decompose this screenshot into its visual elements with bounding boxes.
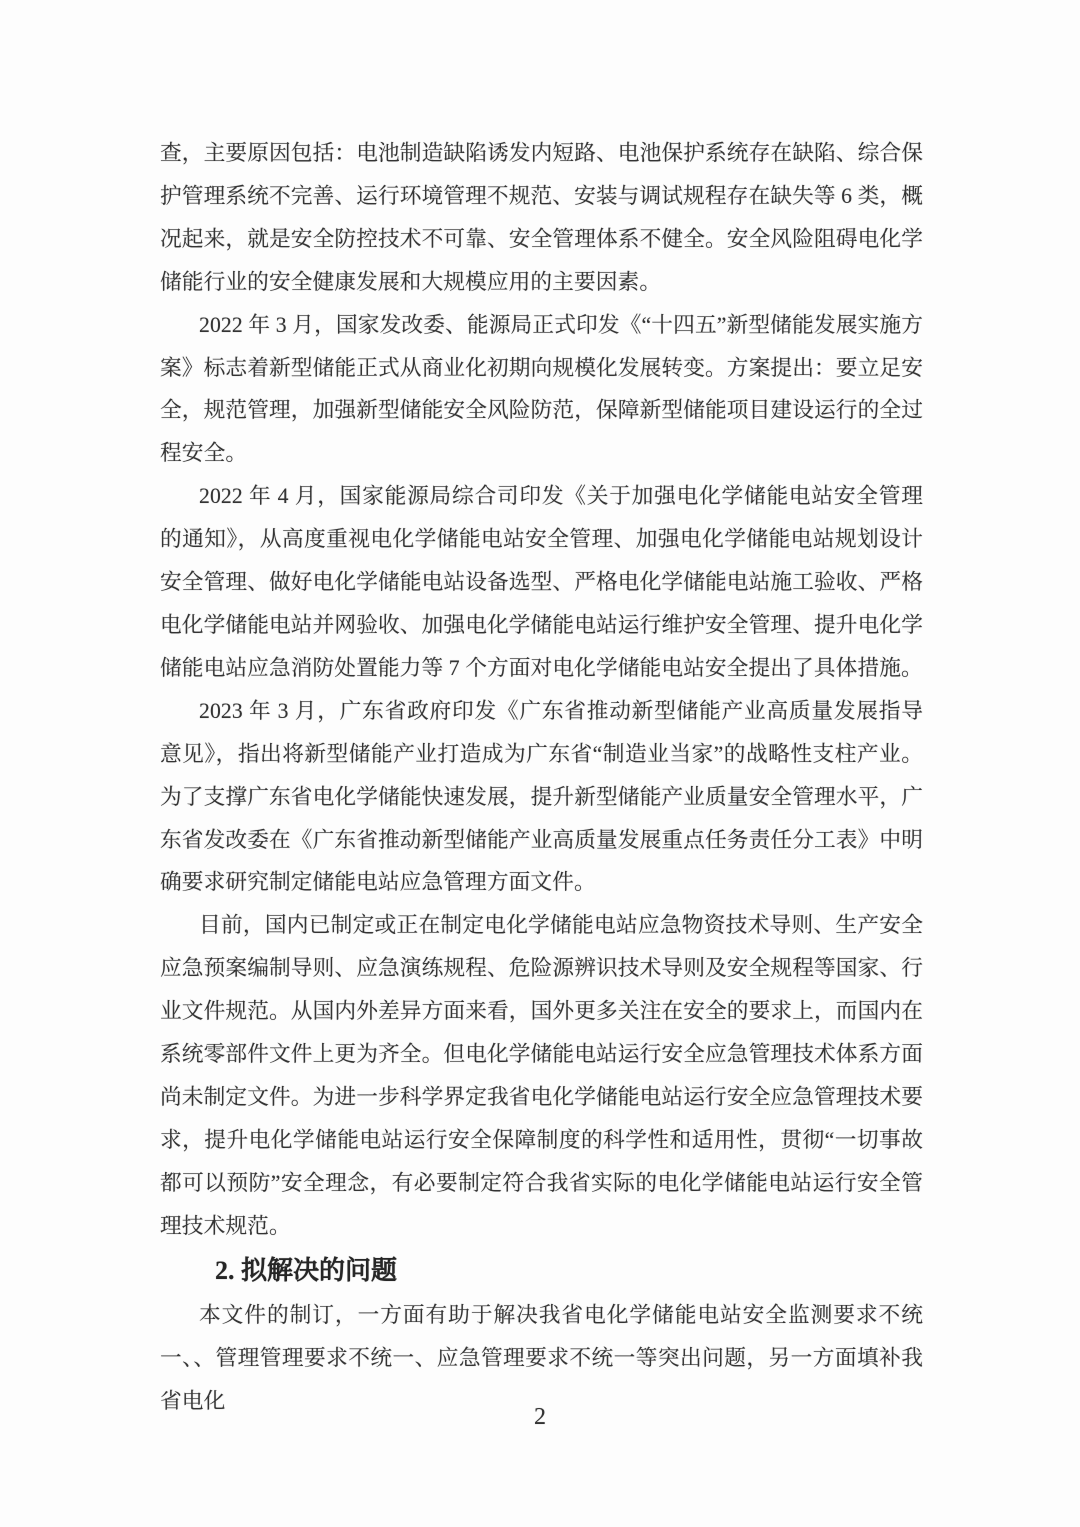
body-paragraph-problems-to-solve: 本文件的制订，一方面有助于解决我省电化学储能电站安全监测要求不统一、、管理管理要求不统一、应急管理要求不统一等突出问题，另一方面填补我省电化 [160,1303,923,1414]
body-paragraph-2022-march: 2022 年 3 月，国家发改委、能源局正式印发《“十四五”新型储能发展实施方案》标志着新型储能正式从商业化初期向规模化发展转变。方案提出：要立足安全，规范管理，加强新型储能安全风险防范，保障新型储能项目建设运行的全过程安全。 [160,312,923,466]
body-paragraph-2023-march: 2023 年 3 月，广东省政府印发《广东省推动新型储能产业高质量发展指导意见》，指出将新型储能产业打造成为广东省“制造业当家”的战略性支柱产业。为了支撑广东省电化学储能快速发展，提升新型储能产业质量安全管理水平，广东省发改委在《广东省推动新型储能产业高质量发展重点任务责任分工表》中明确要求研究制定储能电站应急管理方面文件。 [160,698,923,895]
document-body [160,132,923,1423]
body-paragraph-2022-april: 2022 年 4 月，国家能源局综合司印发《关于加强电化学储能电站安全管理的通知》，从高度重视电化学储能电站安全管理、加强电化学储能电站规划设计安全管理、做好电化学储能电站设备选型、严格电化学储能电站施工验收、严格电化学储能电站并网验收、加强电化学储能电站运行维护安全管理、提升电化学储能电站应急消防处置能力等 7 个方面对电化学储能电站安全提出了具体措施。 [160,484,923,680]
body-paragraph-continuation: 查，主要原因包括：电池制造缺陷诱发内短路、电池保护系统存在缺陷、综合保护管理系统不完善、运行环境管理不规范、安装与调试规程存在缺失等 6 类，概况起来，就是安全防控技术不可靠、安全管理体系不健全。安全风险阻碍电化学储能行业的安全健康发展和大规模应用的主要因素。 [160,141,923,294]
body-paragraph-current-status: 目前，国内已制定或正在制定电化学储能电站应急物资技术导则、生产安全应急预案编制导则、应急演练规程、危险源辨识技术导则及安全规程等国家、行业文件规范。从国内外差异方面来看，国外更多关注在安全的要求上，而国内在系统零部件文件上更为齐全。但电化学储能电站运行安全应急管理技术体系方面尚未制定文件。为进一步科学界定我省电化学储能电站运行安全应急管理技术要求，提升电化学储能电站运行安全保障制度的科学性和适用性，贯彻“一切事故都可以预防”安全理念，有必要制定符合我省实际的电化学储能电站运行安全管理技术规范。 [160,913,923,1238]
section-heading: 2. 拟解决的问题 [215,1255,398,1285]
page-number: 2 [534,1404,546,1430]
